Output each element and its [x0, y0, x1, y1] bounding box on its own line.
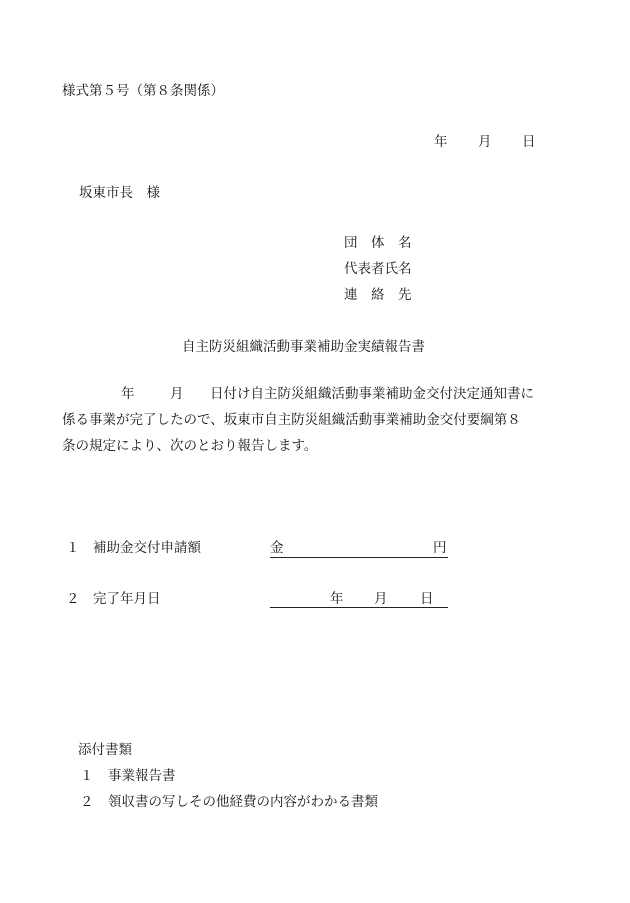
item2-year: 年	[330, 591, 344, 607]
item1-prefix: 金	[270, 540, 284, 556]
item2-month: 月	[374, 591, 388, 607]
item2-label: 完了年月日	[93, 591, 161, 607]
body-line1-year: 年	[121, 386, 135, 402]
date-year: 年	[434, 134, 448, 150]
date-day: 日	[522, 134, 536, 150]
item1-number: １	[66, 540, 80, 556]
body-line1-rest: 日付け自主防災組織活動事業補助金交付決定通知書に	[210, 386, 534, 402]
body-line2: 係る事業が完了したので、坂東市自主防災組織活動事業補助金交付要綱第８	[62, 412, 521, 428]
addressee: 坂東市長 様	[79, 185, 160, 201]
body-line3: 条の規定により、次のとおり報告します。	[62, 438, 318, 454]
contact-label: 連 絡 先	[344, 287, 412, 303]
attachments-heading: 添付書類	[78, 742, 132, 758]
item1-label: 補助金交付申請額	[93, 540, 201, 556]
representative-label: 代表者氏名	[344, 261, 412, 277]
attachment2-text: 領収書の写しその他経費の内容がわかる書類	[108, 794, 378, 810]
body-line1-month: 月	[170, 386, 184, 402]
date-month: 月	[478, 134, 492, 150]
item2-number: ２	[66, 591, 80, 607]
item2-underline	[270, 607, 448, 608]
document-title: 自主防災組織活動事業補助金実績報告書	[182, 339, 425, 355]
attachment1-text: 事業報告書	[108, 768, 176, 784]
group-name-label: 団 体 名	[344, 235, 412, 251]
item1-suffix: 円	[433, 540, 447, 556]
attachment1-number: １	[80, 768, 94, 784]
form-number: 様式第５号（第８条関係）	[62, 83, 224, 99]
attachment2-number: ２	[80, 794, 94, 810]
item1-underline	[270, 557, 448, 558]
item2-day: 日	[420, 591, 434, 607]
